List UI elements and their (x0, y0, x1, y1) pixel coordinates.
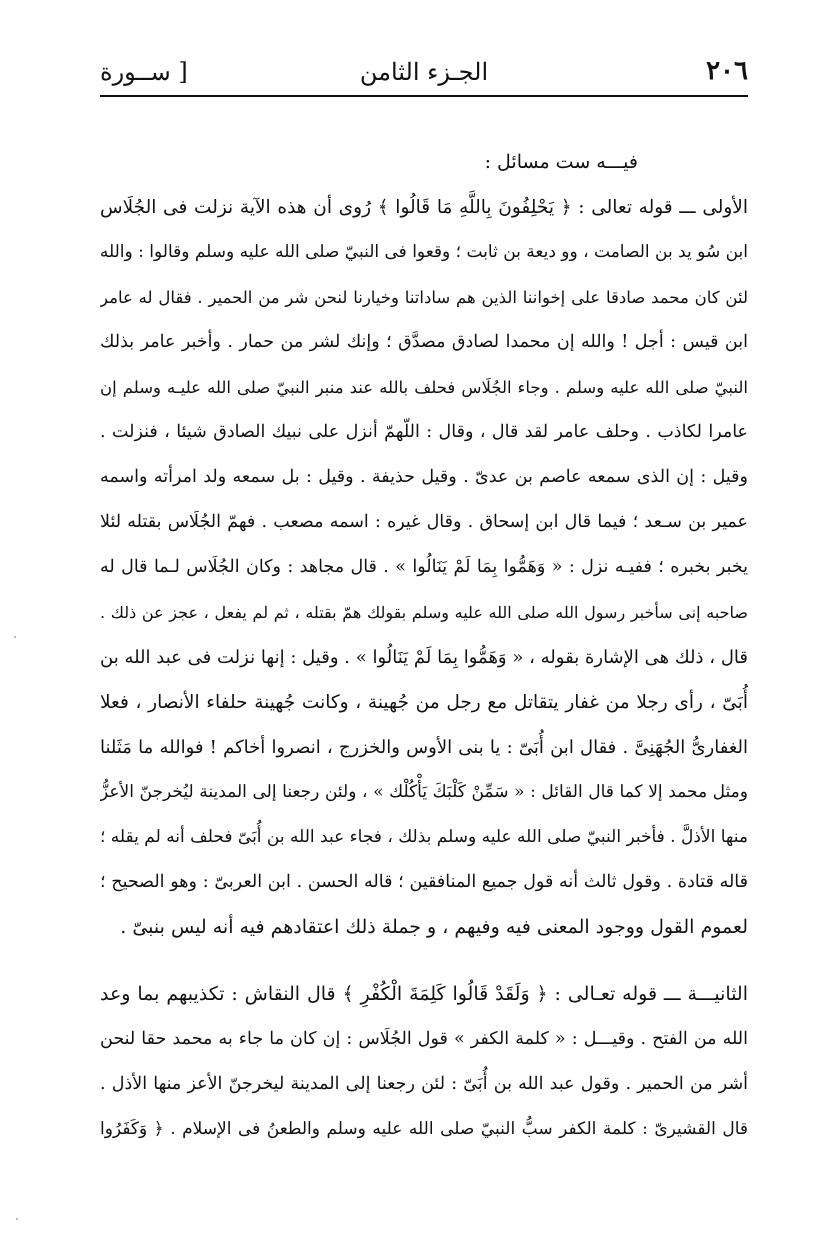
text-line: عامرا لكاذب . وحلف عامر لقد قال ، وقال : اللّهمّ أنزل على نبيك الصادق شيئا ، فنزلت . (100, 422, 748, 442)
text-line: قال القشيرىّ : كلمة الكفر سبُّ النبيّ صلى الله عليه وسلم والطعنُ فى الإسلام . ﴿ وَكَفَرُوا (100, 1119, 748, 1139)
scan-speck (14, 636, 16, 638)
text-line: لعموم القول ووجود المعنى فيه وفيهم ، و جملة ذلك اعتقادهم فيه أنه ليس بنبىّ . (120, 916, 748, 938)
surah-label: [ ســورة (100, 58, 188, 86)
text-line: صاحبه إنى سأخبر رسول الله صلى الله عليه وسلم بقولك همّ بقتله ، ثم لم يفعل ، عجز عن ذلك . (100, 603, 748, 622)
section-second-issue (100, 972, 748, 1152)
text-line: عمير بن سـعد ؛ فيما قال ابن إسحاق . وقال غيره : اسمه مصعب . فهمّ الجُلَاس بقتله لئلا (100, 512, 748, 532)
paragraph-gap (100, 950, 748, 972)
header-divider (100, 95, 748, 97)
text-line: منها الأذلَّ . فأخبر النبيّ صلى الله عليه وسلم بذلك ، فجاء عبد الله بن أُبَىّ فحلف أنه لم يقله ؛ (100, 827, 748, 847)
text-line: يخبر بخبره ؛ ففيـه نزل : « وَهَمُّوا بِمَا لَمْ يَنَالُوا » . قال مجاهد : وكان الجُلَاس لـما قال له (100, 557, 748, 577)
text-line: قال ، ذلك هى الإشارة بقوله ، « وَهَمُّوا بِمَا لَمْ يَنَالُوا » . وقيل : إنها نزلت فى عبد الله بن (100, 647, 748, 668)
text-line: ومثل محمد إلا كما قال القائل : « سَمِّنْ كَلْبَكَ يَأْكُلْك » ، ولئن رجعنا إلى المدينة ليُخرجنّ الأعزُّ (100, 782, 748, 802)
text-line: قاله قتادة . وقول ثالث أنه قول جميع المنافقين ؛ قاله الحسن . ابن العربىّ : وهو الصحيح ؛ (100, 872, 748, 892)
text-line: فيـــه ست مسائل : (484, 151, 638, 173)
text-line: ابن قيس : أجل ! والله إن محمدا لصادق مصدَّق ؛ وإنك لشر من حمار . وأخبر عامر بذلك (100, 332, 748, 352)
text-line: وقيل : إن الذى سمعه عاصم بن عدىّ . وقيل حذيفة . وقيل : بل سمعه ولد امرأته واسمه (100, 467, 748, 487)
page-number: ٢٠٦ (706, 56, 748, 86)
section-first-issue (100, 140, 748, 950)
text-line: ابن سُو يد بن الصامت ، وو ديعة بن ثابت ؛ وقعوا فى النبيّ صلى الله عليه وسلم وقالوا : والله (100, 242, 748, 262)
text-line: النبيّ صلى الله عليه وسلم . وجاء الجُلَاس فحلف بالله عند منبر النبيّ صلى الله عليـه وسلم إن (100, 378, 748, 397)
text-line: الأولى ـــ قوله تعالى : ﴿ يَحْلِفُونَ بِاللَّهِ مَا قَالُوا ﴾ رُوى أن هذه الآية نزلت فى الجُلَاس (100, 197, 748, 218)
text-line: أشر من الحمير . وقول عبد الله بن أُبَىّ : لئن رجعنا إلى المدينة ليخرجنّ الأعز منها الأذل . (100, 1074, 748, 1094)
body-text (100, 140, 748, 1152)
text-line: الثانيـــة ـــ قوله تعـالى : ﴿ وَلَقَدْ قَالُوا كَلِمَةَ الْكُفْرِ ﴾ قال النقاش : تكذيبهم بما وعد (100, 983, 748, 1005)
text-line: الغفارىُّ الجُهَنِىَّ . فقال ابن أُبَىّ : يا بنى الأوس والخزرج ، انصروا أخاكم ! فوالله ما مَثَلنا (100, 737, 748, 758)
running-header (100, 52, 748, 92)
scan-speck (16, 1218, 18, 1220)
text-line: لئن كان محمد صادقا على إخواننا الذين هم ساداتنا وخيارنا لنحن شر من الحمير . فقال له عامر (100, 288, 748, 307)
part-title: الجـزء الثامن (359, 58, 489, 86)
text-line: أُبَىّ ، رأى رجلا من غفار يتقاتل مع رجل من جُهينة ، وكانت جُهينة حلفاء الأنصار ، فعلا (100, 692, 748, 713)
text-line: الله من الفتح . وقيـــل : « كلمة الكفر » قول الجُلَاس : إن كان ما جاء به محمد حقا لنحن (100, 1029, 748, 1049)
